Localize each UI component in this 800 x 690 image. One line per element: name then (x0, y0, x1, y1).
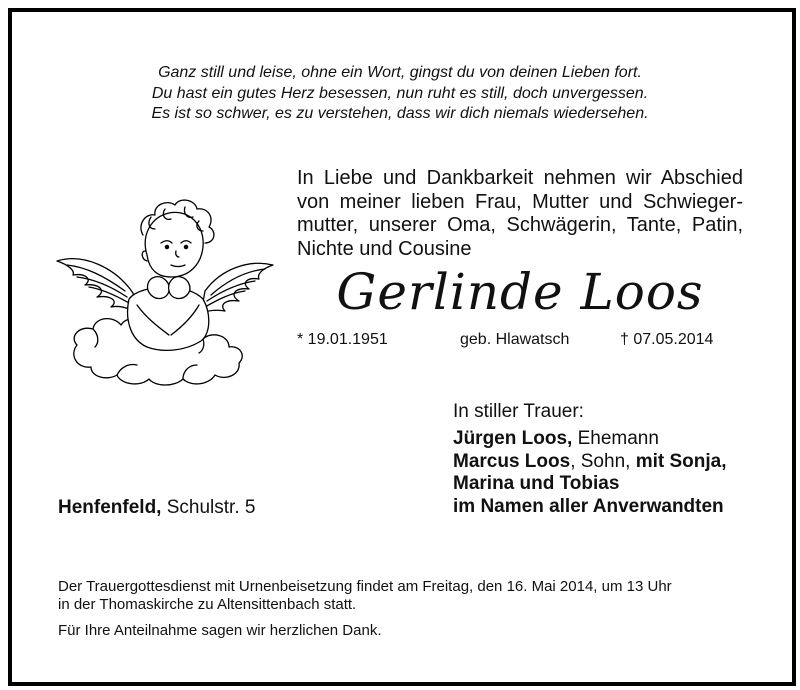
poem-verse (0, 63, 800, 125)
mourner-son-name: Marcus Loos (453, 450, 571, 472)
intro-line-4: Nichte und Cousine (297, 237, 472, 260)
poem-line-3: Es ist so schwer, es zu verstehen, dass wir dich niemals wiedersehen. (151, 105, 649, 122)
thanks-line: Für Ihre Anteilnahme sagen wir herzlichen Dank. (58, 622, 382, 639)
mourners-list (453, 428, 727, 518)
deceased-name: Gerlinde Loos (336, 263, 704, 321)
mourner-husband-role: Ehemann (572, 428, 659, 449)
service-line-2: in der Thomaskirche zu Altensittenbach statt. (58, 596, 357, 613)
maiden-name: geb. Hlawatsch (460, 331, 570, 348)
mourner-husband (453, 428, 727, 451)
service-line-1: Der Trauergottesdienst mit Urnenbeisetzung findet am Freitag, den 16. Mai 2014, um 13 Uhr (58, 578, 672, 595)
intro-line-3: mutter, unserer Oma, Schwägerin, Tante, Patin, (297, 214, 743, 236)
mourner-son-role: , Sohn, (570, 450, 636, 472)
mourner-relatives-text: im Namen aller Anverwandten (453, 495, 724, 517)
address-town: Henfenfeld, (58, 497, 162, 518)
intro-line-2: von meiner lieben Frau, Mutter und Schwieger- (297, 190, 743, 213)
poem-line-2: Du hast ein gutes Herz besessen, nun ruht es still, doch unvergessen. (151, 84, 649, 102)
mourner-son (453, 451, 727, 474)
mourner-family-names: Marina und Tobias (453, 473, 620, 494)
mourning-heading: In stiller Trauer: (453, 401, 584, 422)
intro-line-1: In Liebe und Dankbarkeit nehmen wir Abschied (297, 167, 743, 189)
farewell-intro (297, 167, 743, 261)
mourner-relatives (453, 496, 727, 519)
service-info (58, 578, 748, 614)
cherub-angel-icon (55, 195, 277, 387)
family-address (58, 496, 255, 520)
birth-date: * 19.01.1951 (297, 331, 388, 348)
death-date: † 07.05.2014 (620, 331, 714, 348)
mourner-family (453, 473, 727, 496)
mourner-son-with: mit Sonja, (635, 450, 727, 472)
mourner-husband-name: Jürgen Loos, (453, 428, 573, 449)
address-street: Schulstr. 5 (161, 497, 256, 518)
poem-line-1: Ganz still und leise, ohne ein Wort, gingst du von deinen Lieben fort. (158, 64, 642, 81)
